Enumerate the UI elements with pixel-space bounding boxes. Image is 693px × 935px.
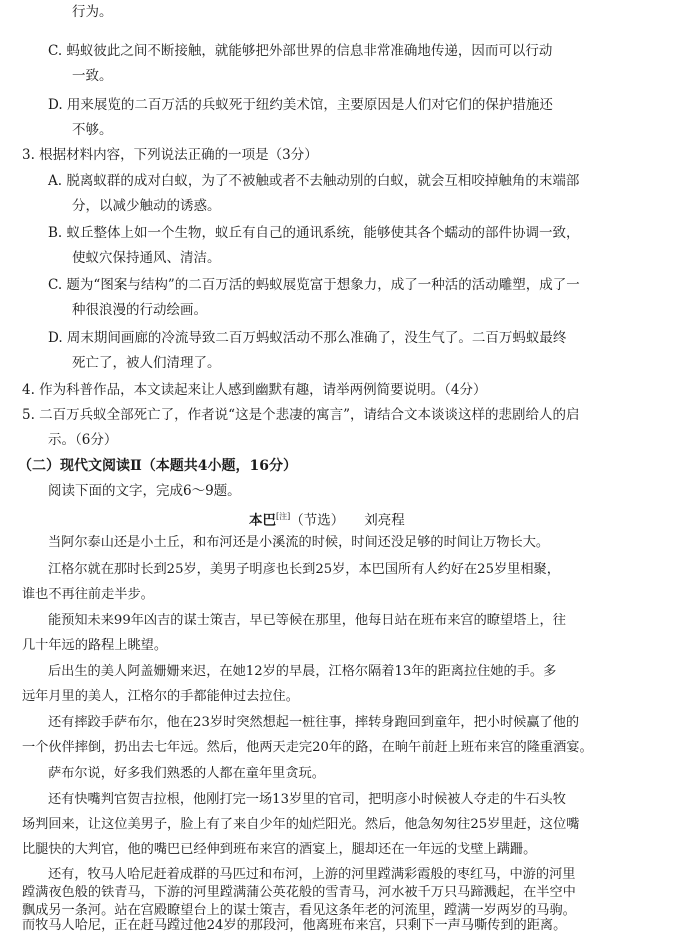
passage-p7: 还有快嘴判官贺吉拉根，他刚打完一场13岁里的官司，把明彦小时候被人夺走的牛石头牧 [48,792,566,807]
passage-p5-cont: 一个伙伴摔倒，扔出去七年远。然后，他两天走完20年的路，在晌午前赶上班布来宫的隆重酒宴。 [22,740,593,755]
passage-p7-cont2: 比腿快的大判官，他的嘴巴已经伸到班布来宫的酒宴上，腿却还在一年远的戈壁上蹒跚。 [22,842,537,857]
q3-option-c: C. 题为“图案与结构”的二百万活的蚂蚁展览富于想象力，成了一种活的活动雕塑，成了一 [48,277,580,293]
passage-p8-cont2: 飘成另一条河。站在宫殿瞭望台上的谋士策吉，看见这条年老的河流里，蹚满一岁两岁的马驹。 [22,903,576,918]
q3-option-b-cont: 使蚁穴保持通风、清洁。 [72,250,221,266]
passage-subtitle: （节选） [290,512,345,529]
q2-option-d-cont: 不够。 [72,122,113,138]
passage-p3: 能预知未来99年凶吉的谋士策吉，早已等候在那里，他每日站在班布来宫的瞭望塔上，往 [48,613,566,628]
passage-p5: 还有摔跤手萨布尔，他在23岁时突然想起一桩往事，摔转身跑回到童年，把小时候赢了他的 [48,715,580,730]
question-5: 5. 二百万兵蚁全部死亡了，作者说“这是个悲凄的寓言”，请结合文本谈谈这样的悲剧给人的启 [22,407,580,423]
section-instruction: 阅读下面的文字，完成6～9题。 [48,483,241,499]
q3-option-b: B. 蚁丘整体上如一个生物，蚁丘有自己的通讯系统，能够使其各个蠕动的部件协调一致， [48,225,580,241]
passage-p8-cont3: 而牧马人哈尼，正在赶马蹚过他24岁的那段河，他离班布来宫，只剩下一声马嘶传到的距离。 [22,918,567,933]
q3-option-c-cont: 种很浪漫的行动绘画。 [72,302,207,318]
q2-option-c-cont: 一致。 [72,68,113,84]
passage-title-line [249,508,405,530]
question-4: 4. 作为科普作品，本文读起来让人感到幽默有趣，请举两例简要说明。（4分） [22,382,487,398]
passage-p2-cont: 谁也不再往前走半步。 [22,587,154,602]
passage-title: 本巴 [249,512,276,529]
passage-p3-cont: 几十年远的路程上眺望。 [22,638,168,653]
passage-p4-cont: 远年月里的美人，江格尔的手都能伸过去拉住。 [22,689,299,704]
q2-option-c: C. 蚂蚁彼此之间不断接触，就能够把外部世界的信息非常准确地传递，因而可以行动 [48,43,553,59]
section-heading: （二）现代文阅读Ⅱ（本题共4小题，16分） [18,458,298,474]
passage-author: 刘亮程 [364,512,405,529]
passage-p6: 萨布尔说，好多我们熟悉的人都在童年里贪玩。 [48,766,325,781]
q3-option-d-cont: 死亡了，被人们清理了。 [72,355,221,371]
question-3-stem: 3. 根据材料内容，下列说法正确的一项是（3分） [22,147,318,163]
passage-p1: 当阿尔泰山还是小土丘，和布河还是小溪流的时候，时间还没足够的时间让万物长大。 [48,535,550,550]
q3-option-a-cont: 分，以减少触动的诱惑。 [72,198,221,214]
q2-option-d: D. 用来展览的二百万活的兵蚁死于纽约美术馆，主要原因是人们对它们的保护措施还 [48,97,553,113]
passage-p4: 后出生的美人阿盖姗姗来迟，在她12岁的早晨，江格尔隔着13年的距离拉住她的手。多 [48,664,557,679]
q3-option-d: D. 周末期间画廊的冷流导致二百万蚂蚁活动不那么准确了，没生气了。二百万蚂蚁最终 [48,330,567,346]
passage-p2: 江格尔就在那时长到25岁，美男子明彦也长到25岁，本巴国所有人约好在25岁里相聚， [48,562,560,577]
q2-option-b-tail: 行为。 [72,4,113,20]
question-5-cont: 示。（6分） [48,432,118,448]
passage-p7-cont: 场判回来，让这位美男子，脸上有了来自少年的灿烂阳光。然后，他急匆匆往25岁里赶，这位嘴 [22,817,580,832]
footnote-mark: [注] [276,512,291,521]
passage-p8: 还有，牧马人哈尼赶着成群的马匹过和布河，上游的河里蹚满彩霞般的枣红马，中游的河里 [48,867,576,882]
passage-p8-cont: 蹚满夜色般的铁青马，下游的河里蹚满蒲公英花般的雪青马，河水被千万只马蹄溅起，在半空中 [22,885,576,900]
q3-option-a: A. 脱离蚁群的成对白蚁，为了不被触或者不去触动别的白蚁，就会互相咬掉触角的末端部 [48,173,580,189]
